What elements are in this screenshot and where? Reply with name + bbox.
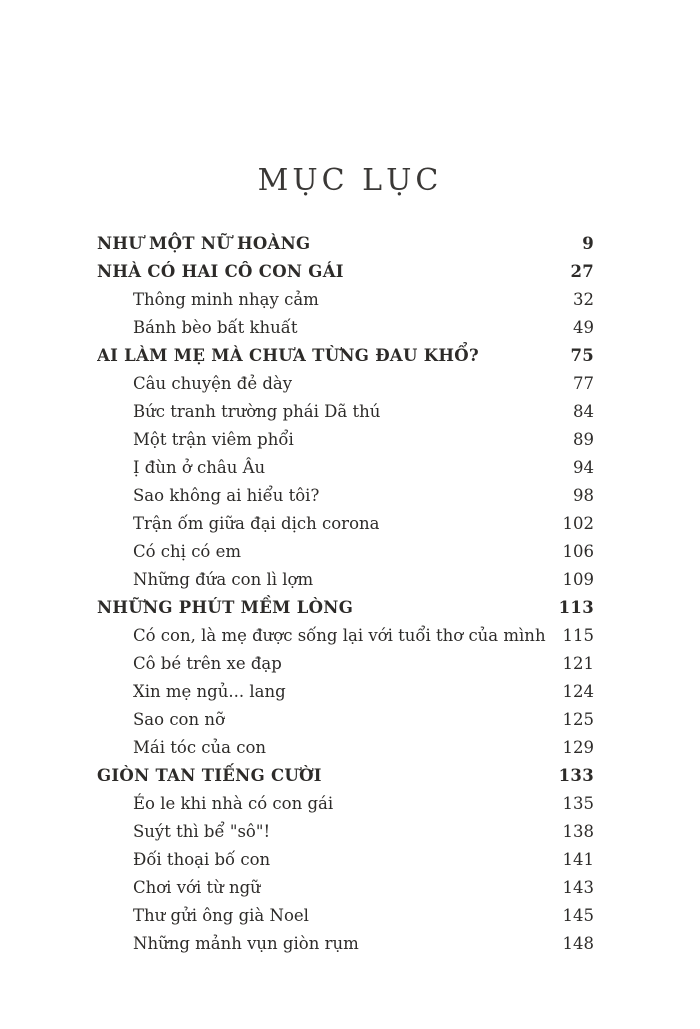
toc-entry-page-number: 145 (562, 906, 594, 925)
toc-row (97, 874, 594, 902)
toc-entry-page-number: 113 (558, 598, 594, 617)
toc-row (97, 622, 594, 650)
toc-entry-label: Thông minh nhạy cảm (133, 290, 319, 309)
toc-row (97, 762, 594, 790)
toc-entry-page-number: 32 (573, 290, 594, 309)
toc-entry-label: Có con, là mẹ được sống lại với tuổi thơ của mình (133, 626, 546, 645)
toc-entry-label: Thư gửi ông già Noel (133, 906, 309, 925)
toc-entry-page-number: 143 (562, 878, 594, 897)
toc-entry-page-number: 75 (570, 346, 594, 365)
toc-entry-label: Éo le khi nhà có con gái (133, 794, 334, 813)
toc-row (97, 734, 594, 762)
toc-entry-label: Trận ốm giữa đại dịch corona (133, 514, 380, 533)
toc-entry-page-number: 49 (573, 318, 594, 337)
toc-entry-label: Cô bé trên xe đạp (133, 654, 282, 673)
toc-row (97, 230, 594, 258)
toc-entry-label: Những đứa con lì lợm (133, 570, 314, 589)
toc-entry-label: Bánh bèo bất khuất (133, 318, 298, 337)
toc-entry-page-number: 148 (562, 934, 594, 953)
toc-entry-label: Mái tóc của con (133, 738, 267, 757)
toc-entry-label: Sao không ai hiểu tôi? (133, 486, 320, 505)
toc-row (97, 902, 594, 930)
toc-row (97, 482, 594, 510)
toc-entry-label: Xin mẹ ngủ... lang (133, 682, 286, 701)
toc-row (97, 398, 594, 426)
toc-entry-page-number: 109 (562, 570, 594, 589)
toc-row (97, 930, 594, 958)
toc-entry-label: Chơi với từ ngữ (133, 878, 261, 897)
toc-entry-page-number: 133 (558, 766, 594, 785)
toc-entry-label: Sao con nỡ (133, 710, 225, 729)
toc-entry-page-number: 138 (562, 822, 594, 841)
toc-row (97, 678, 594, 706)
toc-entry-label: NHỮNG PHÚT MỀM LÒNG (97, 598, 354, 617)
toc-entry-page-number: 135 (562, 794, 594, 813)
toc-entry-page-number: 124 (562, 682, 594, 701)
toc-row (97, 370, 594, 398)
toc-entry-page-number: 84 (573, 402, 594, 421)
toc-row (97, 538, 594, 566)
toc-row (97, 314, 594, 342)
toc-entry-label: Có chị có em (133, 542, 242, 561)
toc-row (97, 258, 594, 286)
toc-entry-label: Một trận viêm phổi (133, 430, 294, 449)
toc-entry-label: Bức tranh trường phái Dã thú (133, 402, 381, 421)
toc-row (97, 818, 594, 846)
toc-row (97, 790, 594, 818)
toc-entry-page-number: 106 (562, 542, 594, 561)
toc-row (97, 650, 594, 678)
toc-row (97, 454, 594, 482)
toc-entry-label: Những mảnh vụn giòn rụm (133, 934, 359, 953)
toc-row (97, 594, 594, 622)
toc-row (97, 342, 594, 370)
toc-row (97, 706, 594, 734)
toc-entry-label: Đối thoại bố con (133, 850, 271, 869)
toc-row (97, 566, 594, 594)
toc-row (97, 426, 594, 454)
toc-entry-page-number: 98 (573, 486, 594, 505)
toc-entry-page-number: 115 (562, 626, 594, 645)
toc-entry-page-number: 129 (562, 738, 594, 757)
toc-entry-label: Suýt thì bể "sô"! (133, 822, 271, 841)
toc-entry-label: AI LÀM MẸ MÀ CHƯA TỪNG ĐAU KHỔ? (97, 346, 479, 365)
toc-entry-page-number: 27 (570, 262, 594, 281)
toc-row (97, 846, 594, 874)
toc-entry-page-number: 121 (562, 654, 594, 673)
toc-entry-label: NHƯ MỘT NỮ HOÀNG (97, 234, 311, 253)
toc-entry-page-number: 77 (573, 374, 594, 393)
toc-entry-page-number: 9 (582, 234, 594, 253)
table-of-contents (97, 230, 594, 958)
toc-row (97, 286, 594, 314)
page-title: MỤC LỤC (257, 163, 443, 199)
toc-row (97, 510, 594, 538)
toc-entry-page-number: 89 (573, 430, 594, 449)
toc-entry-page-number: 125 (562, 710, 594, 729)
toc-entry-page-number: 102 (562, 514, 594, 533)
toc-entry-label: Ị đùn ở châu Âu (133, 458, 266, 477)
toc-entry-label: GIÒN TAN TIẾNG CƯỜI (97, 766, 322, 785)
toc-entry-label: NHÀ CÓ HAI CÔ CON GÁI (97, 262, 344, 281)
toc-entry-page-number: 94 (573, 458, 594, 477)
toc-entry-page-number: 141 (562, 850, 594, 869)
toc-entry-label: Câu chuyện đẻ dày (133, 374, 293, 393)
